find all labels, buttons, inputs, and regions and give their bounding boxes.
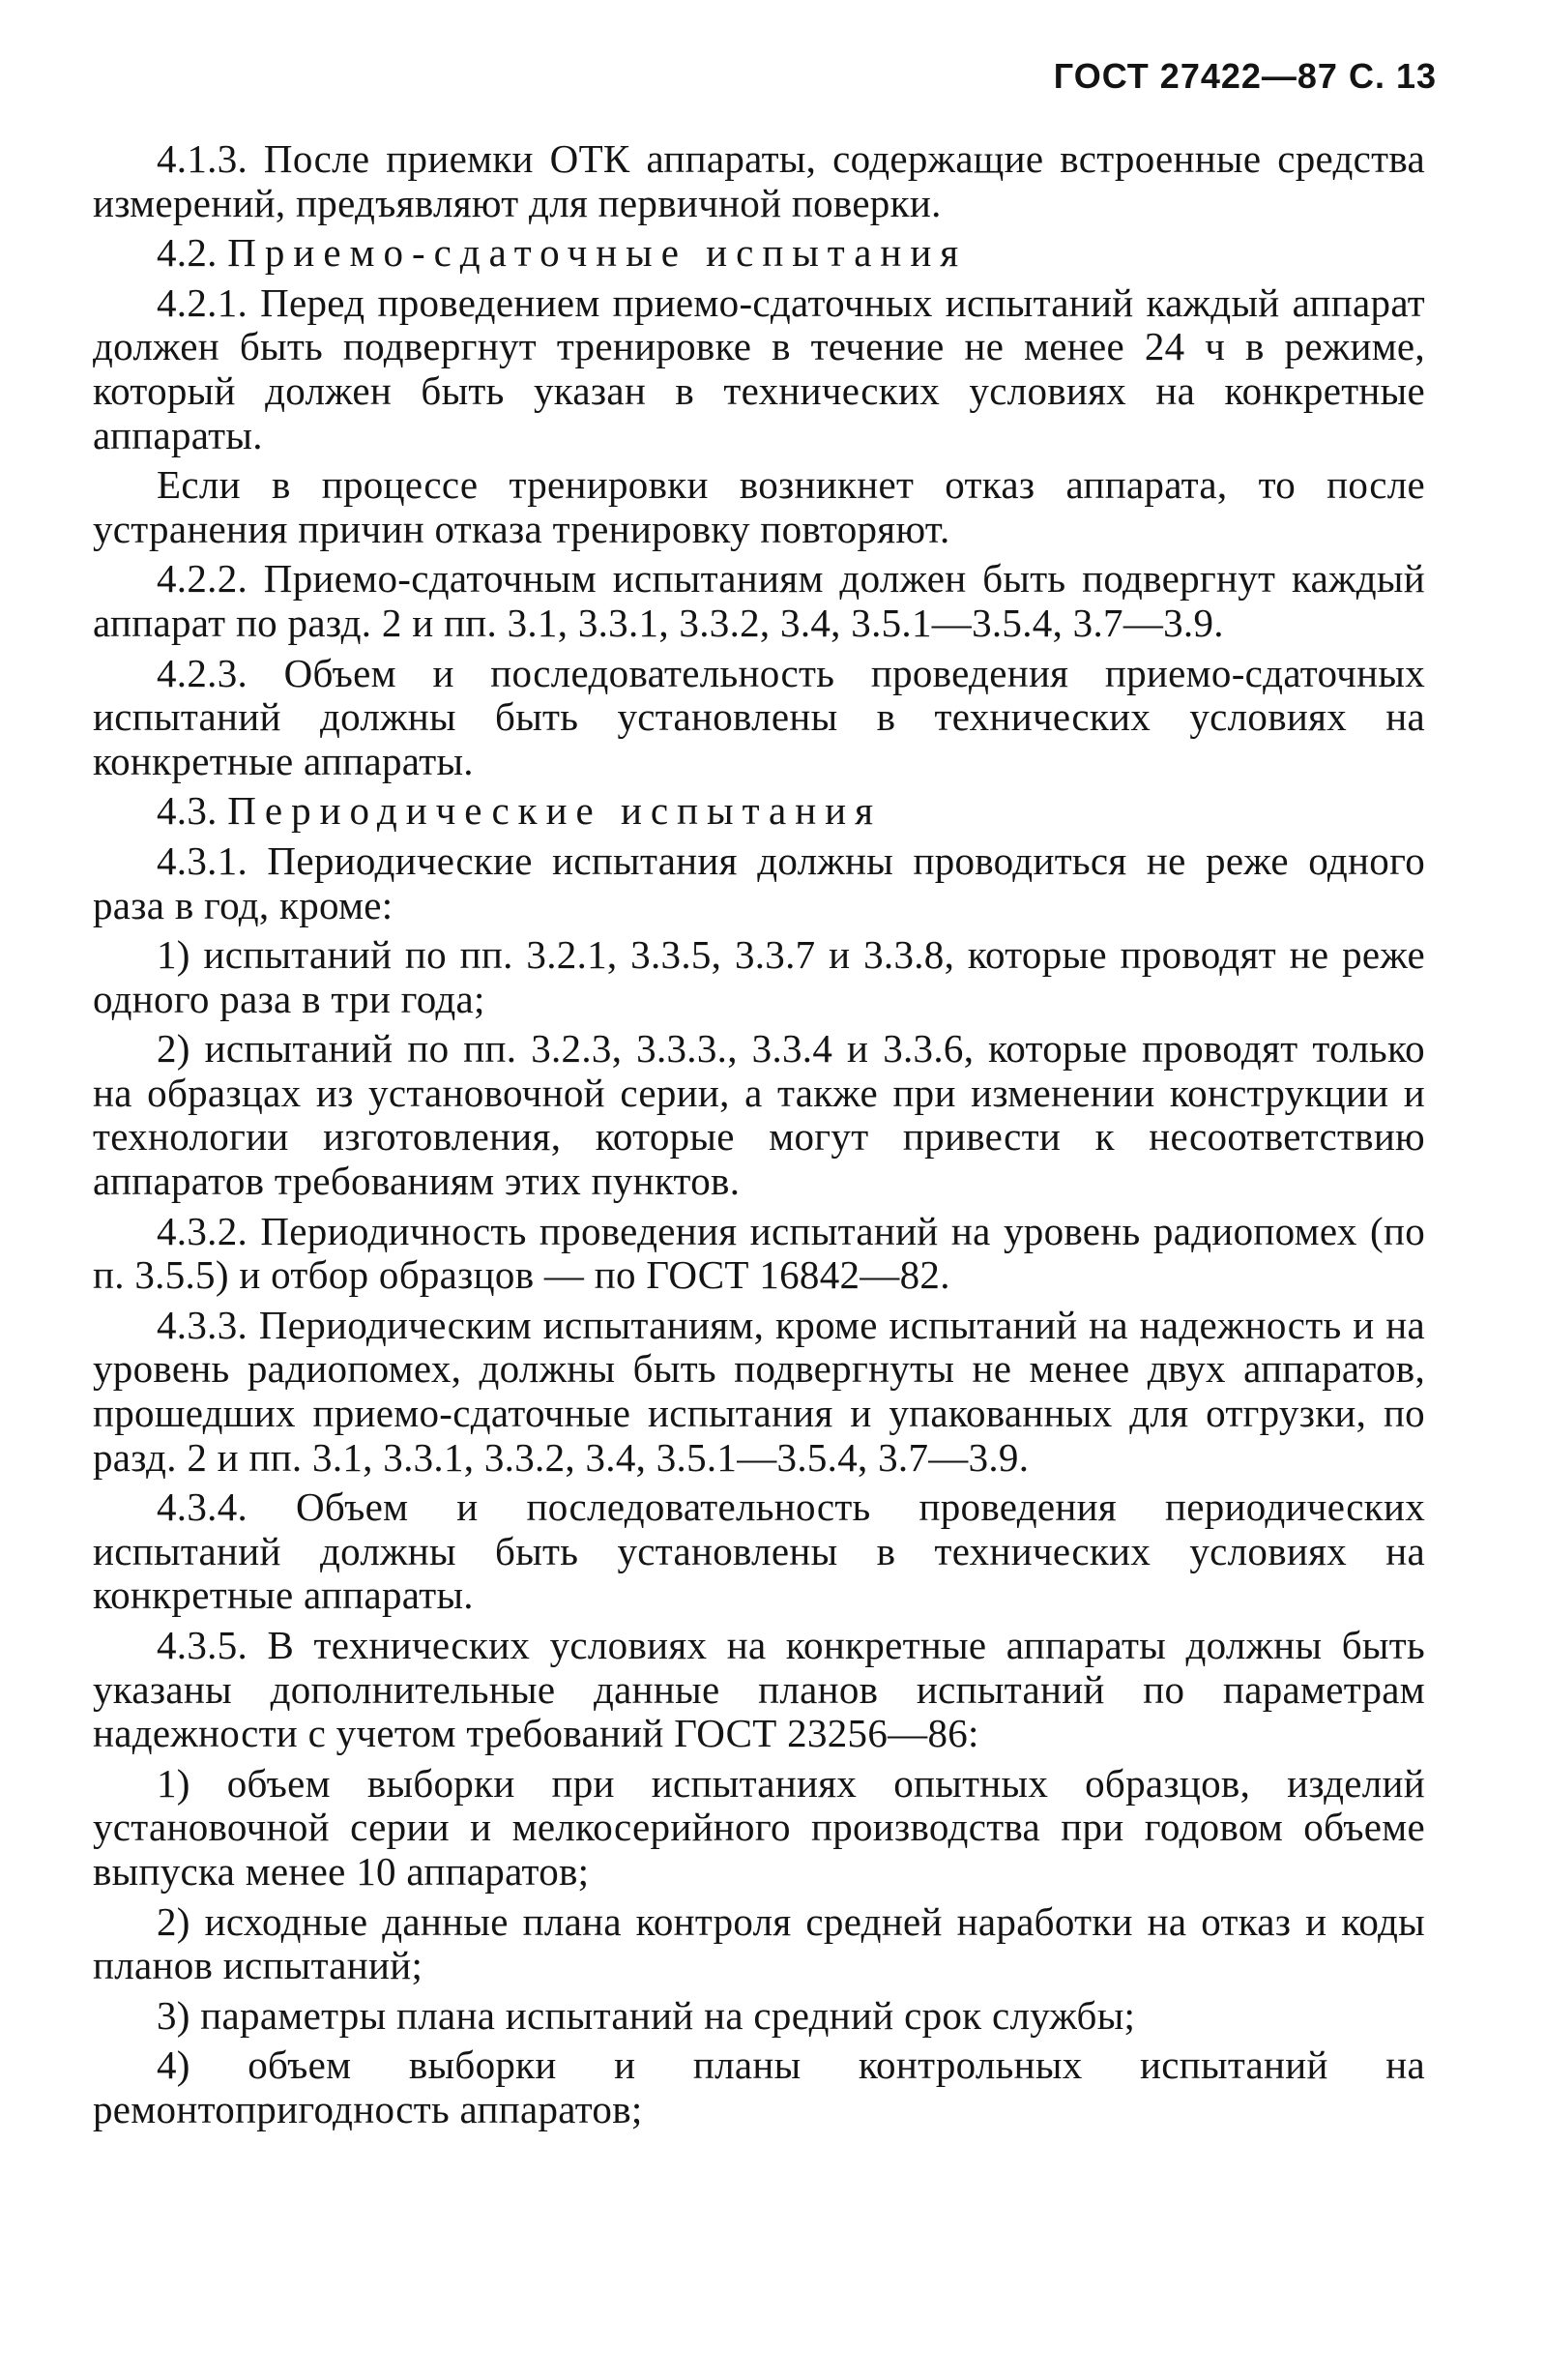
list-item-4-3-5-1: 1) объем выборки при испытаниях опытных образцов, изделий установочной серии и мелкосерийного производства при годовом объеме выпуска менее 10 аппаратов; (93, 1760, 1425, 1894)
paragraph-4-3-2: 4.3.2. Периодичность проведения испытаний на уровень радиопомех (по п. 3.5.5) и отбор образцов — по ГОСТ 16842—82. (93, 1208, 1425, 1298)
paragraph-4-2-3: 4.2.3. Объем и последовательность проведения приемо-сдаточных испытаний должны быть установлены в технических условиях на конкретные аппараты. (93, 650, 1425, 783)
list-item-4-3-1-2: 2) испытаний по пп. 3.2.3, 3.3.3., 3.3.4 и 3.3.6, которые проводят только на образцах из установочной серии, а также при изменении конструкции и технологии изготовления, которые могут привести к несоответствию аппаратов требованиям этих пунктов. (93, 1026, 1425, 1204)
paragraph-4-3-5: 4.3.5. В технических условиях на конкретные аппараты должны быть указаны дополнительные данные планов испытаний по параметрам надежности с учетом требований ГОСТ 23256—86: (93, 1623, 1425, 1756)
list-item-4-3-1-1: 1) испытаний по пп. 3.2.1, 3.3.5, 3.3.7 и 3.3.8, которые проводят не реже одного раза в три года; (93, 932, 1425, 1021)
list-item-4-3-5-2: 2) исходные данные плана контроля средней наработки на отказ и коды планов испытаний; (93, 1898, 1425, 1988)
paragraph-4-2-2: 4.2.2. Приемо-сдаточным испытаниям должен быть подвергнут каждый аппарат по разд. 2 и пп. 3.1, 3.3.1, 3.3.2, 3.4, 3.5.1—3.5.4, 3.7—3.9. (93, 556, 1425, 645)
section-heading-4-3 (93, 789, 1425, 834)
running-head: ГОСТ 27422—87 С. 13 (1053, 56, 1437, 96)
list-item-4-3-5-3: 3) параметры плана испытаний на средний срок службы; (157, 1992, 1136, 2038)
body-text (93, 137, 1425, 2138)
paragraph-4-2-1-cont: Если в процессе тренировки возникнет отказ аппарата, то после устранения причин отказа тренировку повторяют. (93, 462, 1425, 551)
section-number: 4.3. (157, 788, 218, 834)
section-title: Приемо-сдаточные испытания (227, 230, 968, 276)
section-number: 4.2. (157, 230, 218, 276)
section-title: Периодические испытания (227, 788, 882, 834)
paragraph-4-3-1: 4.3.1. Периодические испытания должны проводиться не реже одного раза в год, кроме: (93, 837, 1425, 927)
section-heading-4-2 (93, 231, 1425, 276)
list-item-4-3-5-4: 4) объем выборки и планы контрольных испытаний на ремонтопригодность аппаратов; (93, 2042, 1425, 2131)
paragraph-4-2-1: 4.2.1. Перед проведением приемо-сдаточных испытаний каждый аппарат должен быть подвергнут тренировке в течение не менее 24 ч в режиме, который должен быть указан в технических условиях на конкретные аппараты. (93, 279, 1425, 457)
paragraph-4-3-4: 4.3.4. Объем и последовательность проведения периодических испытаний должны быть установлены в технических условиях на конкретные аппараты. (93, 1484, 1425, 1618)
paragraph-4-1-3: 4.1.3. После приемки ОТК аппараты, содержащие встроенные средства измерений, предъявляют для первичной поверки. (93, 136, 1425, 225)
paragraph-4-3-3: 4.3.3. Периодическим испытаниям, кроме испытаний на надежность и на уровень радиопомех, должны быть подвергнуты не менее двух аппаратов, прошедших приемо-сдаточные испытания и упакованных для отгрузки, по разд. 2 и пп. 3.1, 3.3.1, 3.3.2, 3.4, 3.5.1—3.5.4, 3.7—3.9. (93, 1302, 1425, 1480)
